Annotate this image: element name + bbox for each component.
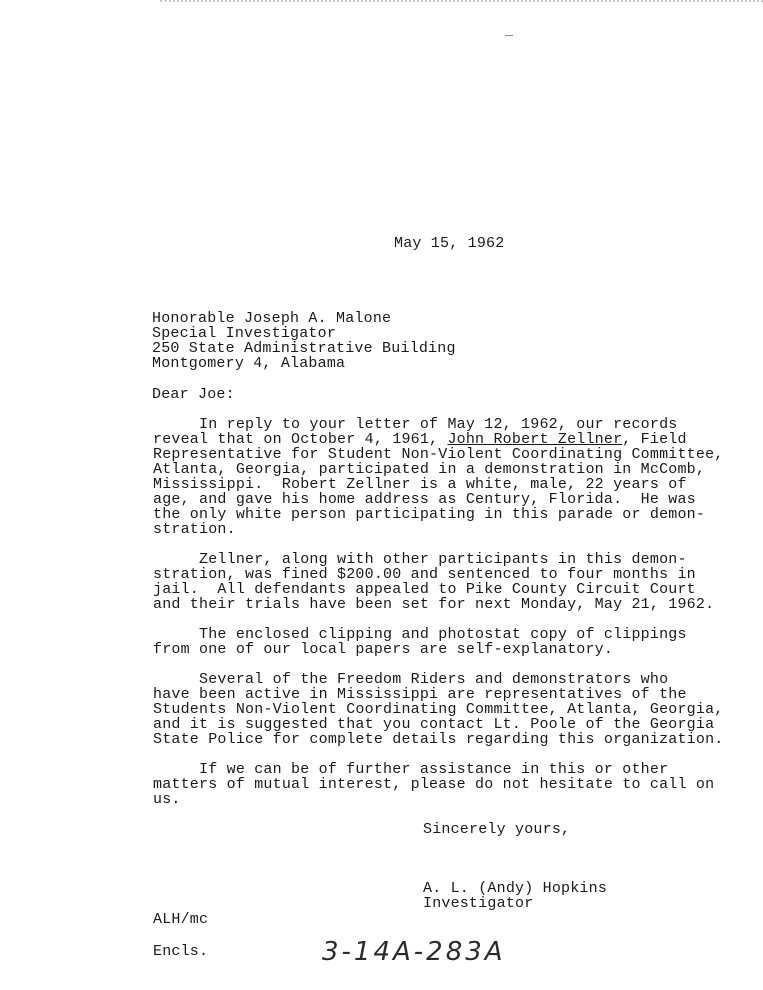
paragraph-2-line: jail. All defendants appealed to Pike County Circuit Court (153, 581, 696, 598)
paragraph-3-line: from one of our local papers are self-explanatory. (153, 641, 614, 658)
signer-title: Investigator (423, 895, 534, 912)
recipient-name: Honorable Joseph A. Malone (152, 310, 392, 327)
complimentary-close: Sincerely yours, (423, 821, 571, 838)
paragraph-5-line: us. (153, 791, 181, 808)
paragraph-4-line: have been active in Mississippi are representatives of the (153, 686, 687, 703)
paragraph-1-text: , Field (622, 431, 687, 448)
recipient-address-line-2: Montgomery 4, Alabama (152, 355, 346, 372)
paragraph-4-line: Students Non-Violent Coordinating Committee, Atlanta, Georgia, (153, 701, 724, 718)
paragraph-1-text: reveal that on October 4, 1961, (153, 431, 448, 448)
recipient-title: Special Investigator (152, 325, 337, 342)
paragraph-2-line: stration, was fined $200.00 and sentenced to four months in (153, 566, 696, 583)
recipient-address-line-1: 250 State Administrative Building (152, 340, 456, 357)
signer-name: A. L. (Andy) Hopkins (423, 880, 608, 897)
paragraph-5-line: If we can be of further assistance in this or other (153, 761, 669, 778)
paragraph-1-line: the only white person participating in this parade or demon- (153, 506, 706, 523)
paragraph-2-line: Zellner, along with other participants in this demon- (153, 551, 687, 568)
salutation: Dear Joe: (152, 386, 235, 403)
top-edge-dotted-line (160, 0, 763, 2)
paragraph-1-line: Atlanta, Georgia, participated in a demonstration in McComb, (153, 461, 706, 478)
underlined-name: John Robert Zellner (447, 431, 623, 448)
top-stray-mark (505, 35, 513, 36)
paragraph-4-line: State Police for complete details regarding this organization. (153, 731, 724, 748)
paragraph-4-line: Several of the Freedom Riders and demonstrators who (153, 671, 669, 688)
paragraph-4-line: and it is suggested that you contact Lt. Poole of the Georgia (153, 716, 715, 733)
paragraph-1-line: stration. (153, 521, 236, 538)
handwritten-file-number: 3-14A-283A (322, 937, 506, 967)
paragraph-1-line (153, 432, 687, 447)
paragraph-5-line: matters of mutual interest, please do not hesitate to call on (153, 776, 715, 793)
paragraph-1-line: Mississippi. Robert Zellner is a white, male, 22 years of (153, 476, 687, 493)
paragraph-1-line: age, and gave his home address as Century, Florida. He was (153, 491, 696, 508)
typist-initials: ALH/mc (153, 911, 209, 928)
letter-date: May 15, 1962 (394, 235, 505, 252)
paragraph-2-line: and their trials have been set for next Monday, May 21, 1962. (153, 596, 715, 613)
paragraph-3-line: The enclosed clipping and photostat copy of clippings (153, 626, 687, 643)
paragraph-1-line: In reply to your letter of May 12, 1962, our records (153, 416, 678, 433)
paragraph-1-line: Representative for Student Non-Violent Coordinating Committee, (153, 446, 724, 463)
enclosures-note: Encls. (153, 943, 209, 960)
